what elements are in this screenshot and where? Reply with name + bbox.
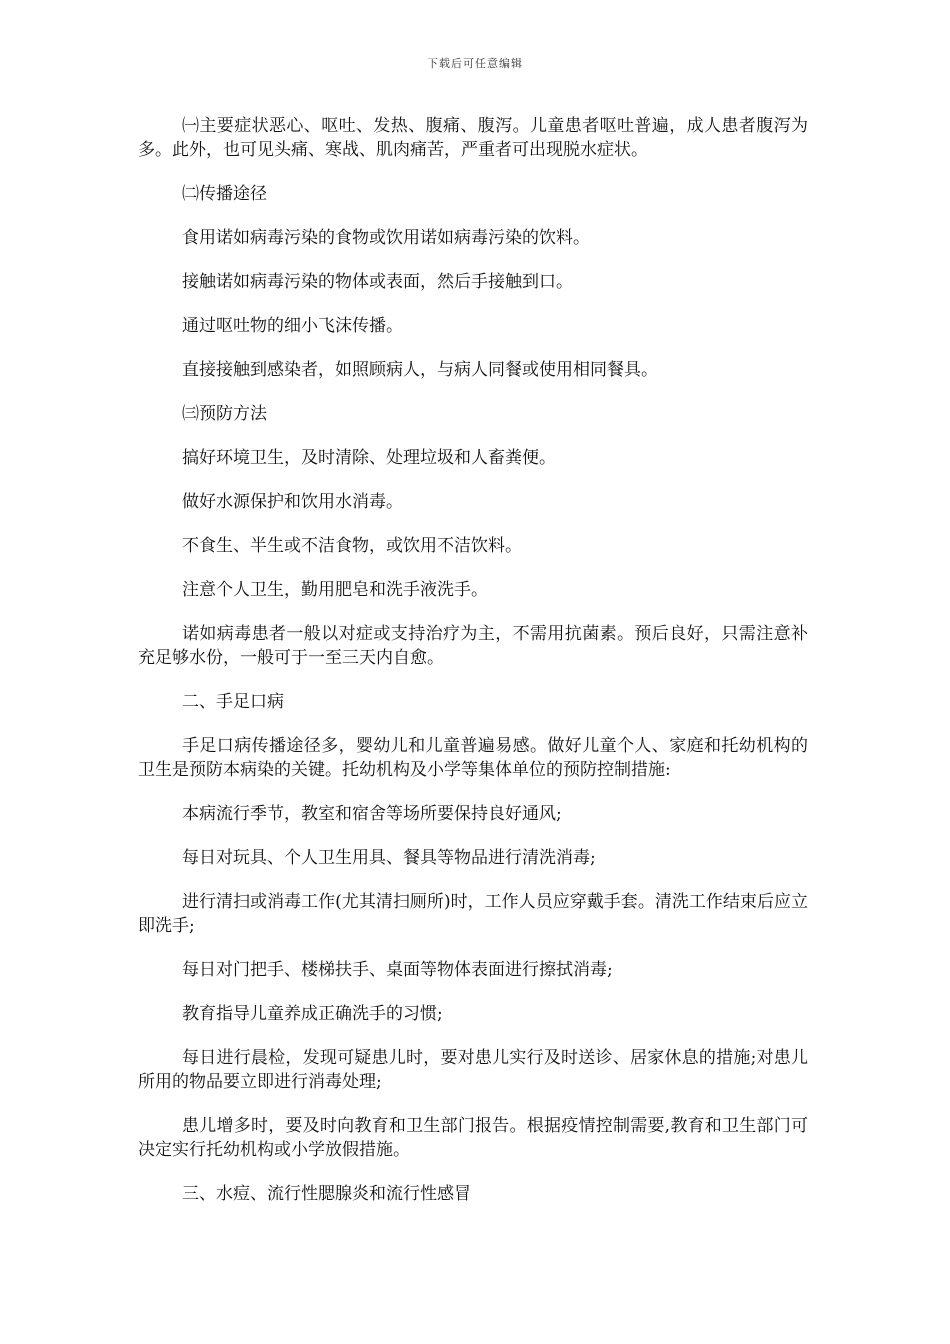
paragraph-hfmd-intro: 手足口病传播途径多，婴幼儿和儿童普遍易感。做好儿童个人、家庭和托幼机构的卫生是预防本病染的关键。托幼机构及小学等集体单位的预防控制措施: xyxy=(138,736,808,780)
heading-prevention: ㈢预防方法 xyxy=(182,404,267,424)
paragraph: 进行清扫或消毒工作(尤其清扫厕所)时，工作人员应穿戴手套。清洗工作结束后应立即洗手; xyxy=(138,892,808,936)
paragraph: 不食生、半生或不洁食物，或饮用不洁饮料。 xyxy=(182,536,522,556)
paragraph: 做好水源保护和饮用水消毒。 xyxy=(182,492,403,512)
paragraph: 直接接触到感染者，如照顾病人，与病人同餐或使用相同餐具。 xyxy=(182,360,658,380)
section-heading-varicella: 三、水痘、流行性腮腺炎和流行性感冒 xyxy=(182,1184,471,1204)
paragraph: 接触诺如病毒污染的物体或表面，然后手接触到口。 xyxy=(182,272,573,292)
paragraph-symptoms: ㈠主要症状恶心、呕吐、发热、腹痛、腹泻。儿童患者呕吐普遍，成人患者腹泻为多。此外，也可见头痛、寒战、肌肉痛苦，严重者可出现脱水症状。 xyxy=(138,116,808,160)
paragraph: 每日进行晨检，发现可疑患儿时，要对患儿实行及时送诊、居家休息的措施;对患儿所用的物品要立即进行消毒处理; xyxy=(138,1048,808,1092)
heading-transmission: ㈡传播途径 xyxy=(182,184,267,204)
document-body xyxy=(138,114,808,1226)
paragraph: 本病流行季节，教室和宿舍等场所要保持良好通风; xyxy=(182,804,562,824)
paragraph: 教育指导儿童养成正确洗手的习惯; xyxy=(182,1004,443,1024)
page-header: 下载后可任意编辑 xyxy=(427,57,523,70)
paragraph: 搞好环境卫生，及时清除、处理垃圾和人畜粪便。 xyxy=(182,448,556,468)
section-heading-hfmd: 二、手足口病 xyxy=(182,692,284,712)
paragraph: 注意个人卫生，勤用肥皂和洗手液洗手。 xyxy=(182,580,488,600)
paragraph: 通过呕吐物的细小飞沫传播。 xyxy=(182,316,403,336)
paragraph: 每日对玩具、个人卫生用具、餐具等物品进行清洗消毒; xyxy=(182,848,596,868)
paragraph: 每日对门把手、楼梯扶手、桌面等物体表面进行擦拭消毒; xyxy=(182,960,613,980)
paragraph: 患儿增多时，要及时向教育和卫生部门报告。根据疫情控制需要,教育和卫生部门可决定实行托幼机构或小学放假措施。 xyxy=(138,1116,808,1160)
paragraph-treatment: 诺如病毒患者一般以对症或支持治疗为主，不需用抗菌素。预后良好，只需注意补充足够水份，一般可于一至三天内自愈。 xyxy=(138,624,808,668)
paragraph: 食用诺如病毒污染的食物或饮用诺如病毒污染的饮料。 xyxy=(182,228,590,248)
